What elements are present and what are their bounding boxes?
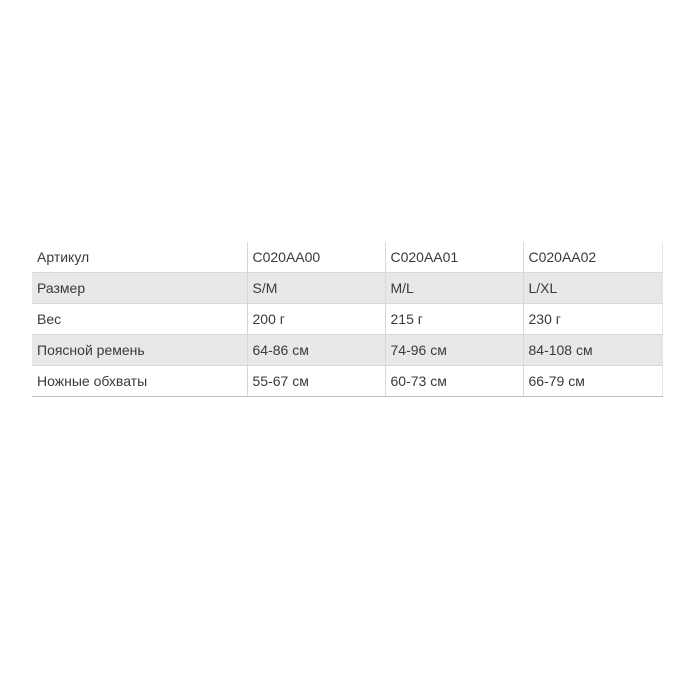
table-row-size [32,273,662,304]
table-row-waist-belt [32,335,662,366]
row-label: Ножные обхваты [32,366,247,397]
cell-value: 74-96 см [385,335,523,366]
cell-value: 200 г [247,304,385,335]
cell-value: C020AA00 [247,242,385,273]
cell-value: 60-73 см [385,366,523,397]
cell-value: 215 г [385,304,523,335]
cell-value: 230 г [523,304,662,335]
row-label: Размер [32,273,247,304]
cell-value: L/XL [523,273,662,304]
cell-value: M/L [385,273,523,304]
cell-value: C020AA02 [523,242,662,273]
cell-value: 66-79 см [523,366,662,397]
cell-value: 84-108 см [523,335,662,366]
table-row-weight [32,304,662,335]
table-row-article [32,242,662,273]
row-label: Вес [32,304,247,335]
cell-value: 64-86 см [247,335,385,366]
cell-value: 55-67 см [247,366,385,397]
row-label: Поясной ремень [32,335,247,366]
row-label: Артикул [32,242,247,273]
cell-value: S/M [247,273,385,304]
table-row-leg-loops [32,366,662,397]
spec-table [32,242,663,397]
cell-value: C020AA01 [385,242,523,273]
